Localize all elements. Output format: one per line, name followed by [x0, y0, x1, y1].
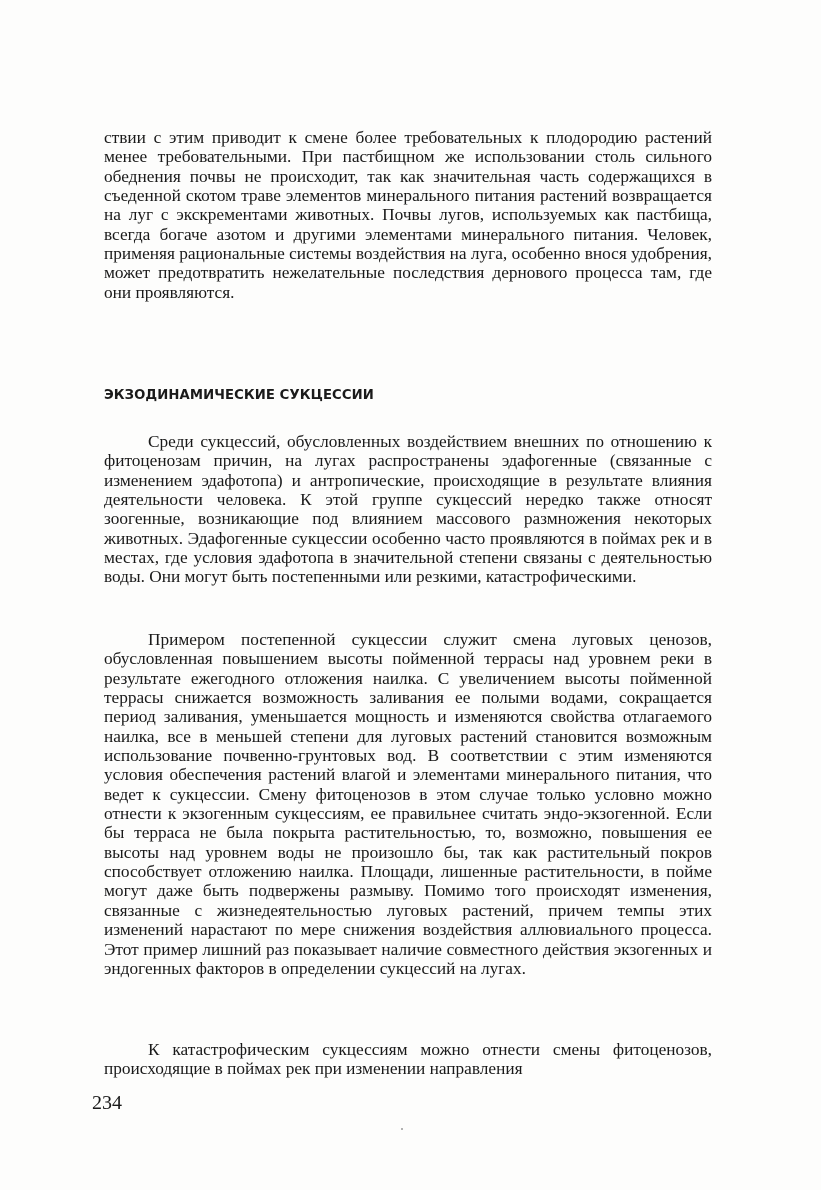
section-heading: ЭКЗОДИНАМИЧЕСКИЕ СУКЦЕССИИ	[104, 388, 374, 403]
paragraph-2: Примером постепенной сукцессии служит смена луговых ценозов, обусловленная повышением высоты пойменной террасы над уровнем реки в результате ежегодного отложения наилка. С увеличением высоты пойменной террасы снижается возможность заливания ее полыми водами, сокращается период заливания, уменьшается мощность и изменяются свойства отлагаемого наилка, все в меньшей степени для луговых растений становится возможным использование почвенно-грунтовых вод. В соответствии с этим изменяются условия обеспечения растений влагой и элементами минерального питания, что ведет к сукцессии. Смену фитоценозов в этом случае только условно можно отнести к экзогенным сукцессиям, ее правильнее считать эндо-экзогенной. Если бы терраса не была покрыта растительностью, то, возможно, повышения ее высоты над уровнем воды не произошло бы, так как растительный покров способствует отложению наилка. Площади, лишенные растительности, в пойме могут даже быть подвержены размыву. Помимо того происходят изменения, связанные с жизнедеятельностью луговых растений, причем темпы этих изменений нарастают по мере снижения воздействия аллювиального процесса. Этот пример лишний раз показывает наличие совместного действия экзогенных и эндогенных факторов в определении сукцессий на лугах.	[104, 630, 712, 978]
print-speck	[401, 1128, 403, 1130]
paragraph-continued: ствии с этим приводит к смене более требовательных к плодородию растений менее требовательными. При пастбищном же использовании столь сильного обеднения почвы не происходит, так как значительная часть содержащихся в съеденной скотом траве элементов минерального питания растений возвращается на луг с экскрементами животных. Почвы лугов, используемых как пастбища, всегда богаче азотом и другими элементами минерального питания. Человек, применяя рациональные системы воздействия на луга, особенно внося удобрения, может предотвратить нежелательные последствия дернового процесса там, где они проявляются.	[104, 128, 712, 302]
paragraph-3: К катастрофическим сукцессиям можно отнести смены фитоценозов, происходящие в поймах рек при изменении направления	[104, 1040, 712, 1079]
page-number: 234	[92, 1092, 122, 1114]
paragraph-1: Среди сукцессий, обусловленных воздействием внешних по отношению к фитоценозам причин, на лугах распространены эдафогенные (связанные с изменением эдафотопа) и антропические, происходящие в результате влияния деятельности человека. К этой группе сукцессий нередко также относят зоогенные, возникающие под влиянием массового размножения некоторых животных. Эдафогенные сукцессии особенно часто проявляются в поймах рек и в местах, где условия эдафотопа в значительной степени связаны с деятельностью воды. Они могут быть постепенными или резкими, катастрофическими.	[104, 432, 712, 587]
